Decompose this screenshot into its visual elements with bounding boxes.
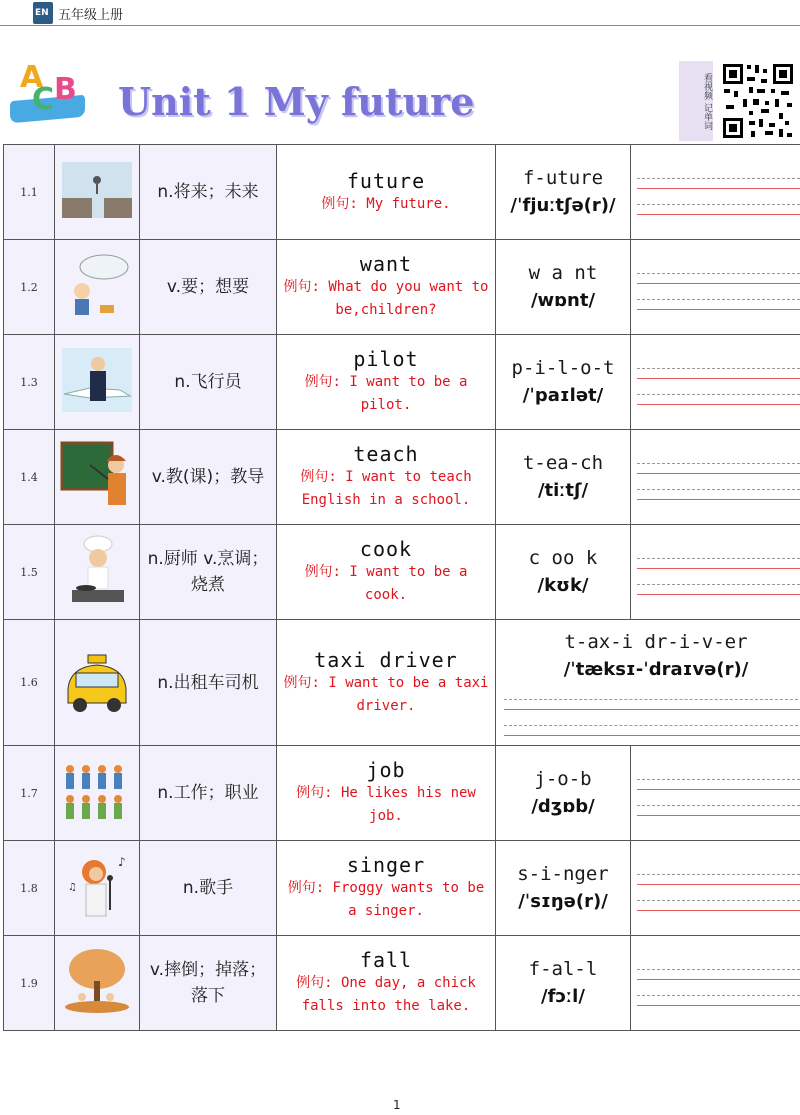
table-row xyxy=(4,430,800,525)
syllable-split: j-o-b xyxy=(534,768,592,790)
example-sentence: 例句: My future. xyxy=(321,195,451,212)
syllable-split: f-uture xyxy=(522,167,604,189)
phonetic-symbol: /wɒnt/ xyxy=(530,290,596,311)
abc-book-icon: A C B xyxy=(10,60,85,130)
fall-illustration-icon xyxy=(60,945,134,1017)
qr-caption: 看视频 记单词 xyxy=(679,61,713,141)
word-meaning: n.出租车司机 xyxy=(140,620,277,746)
syllable-split: f-al-l xyxy=(528,958,598,980)
word-text: taxi driver xyxy=(314,647,458,672)
writing-lines[interactable] xyxy=(496,684,800,736)
table-row xyxy=(4,145,800,240)
syllable-split: s-i-nger xyxy=(517,863,609,885)
book-logo-icon: EN xyxy=(33,2,53,24)
word-text: pilot xyxy=(353,347,419,371)
word-meaning: n.飞行员 xyxy=(140,335,277,430)
row-index: 1.8 xyxy=(4,841,55,936)
singer-illustration-icon xyxy=(60,850,134,922)
word-text: fall xyxy=(359,948,413,972)
word-meaning: n.歌手 xyxy=(140,841,277,936)
writing-lines[interactable] xyxy=(631,145,800,240)
grade-label: 五年级上册 xyxy=(58,8,124,23)
writing-lines[interactable] xyxy=(631,525,800,620)
word-meaning: n.工作；职业 xyxy=(140,746,277,841)
row-index: 1.5 xyxy=(4,525,55,620)
syllable-split: c oo k xyxy=(528,547,598,569)
vocab-table xyxy=(3,144,800,1031)
unit-title: Unit 1 My future xyxy=(118,79,475,124)
syllable-split: p-i-l-o-t xyxy=(511,357,615,379)
writing-lines[interactable] xyxy=(631,240,800,335)
word-text: future xyxy=(346,168,426,193)
writing-lines[interactable] xyxy=(631,841,800,936)
phonetic-symbol: /ˈsɪŋə(r)/ xyxy=(518,891,608,912)
example-sentence: 例句: What do you want to be,children? xyxy=(283,279,489,318)
header-divider xyxy=(0,25,800,26)
example-sentence: 例句: He likes his new job. xyxy=(296,785,476,824)
writing-lines[interactable] xyxy=(631,430,800,525)
example-sentence: 例句: I want to be a taxi driver. xyxy=(283,674,489,714)
row-index: 1.7 xyxy=(4,746,55,841)
word-text: want xyxy=(359,252,413,276)
phonetic-symbol: /ˈtæksɪ-ˈdraɪvə(r)/ xyxy=(563,659,749,680)
taxi-illustration-icon xyxy=(60,645,134,717)
example-sentence: 例句: I want to teach English in a school. xyxy=(300,469,472,508)
phonetic-symbol: /ˈfjuːtʃə(r)/ xyxy=(510,195,616,216)
word-text: singer xyxy=(346,853,426,877)
jobs-illustration-icon xyxy=(60,755,134,827)
row-index: 1.9 xyxy=(4,936,55,1031)
row-index: 1.4 xyxy=(4,430,55,525)
example-sentence: 例句: I want to be a cook. xyxy=(304,564,468,603)
pilot-illustration-icon xyxy=(60,344,134,416)
word-meaning: n.将来；未来 xyxy=(140,145,277,240)
row-index: 1.2 xyxy=(4,240,55,335)
qr-code-icon[interactable] xyxy=(720,61,796,141)
writing-lines[interactable] xyxy=(631,936,800,1031)
table-row xyxy=(4,240,800,335)
table-row xyxy=(4,746,800,841)
word-text: job xyxy=(366,758,406,782)
table-row xyxy=(4,936,800,1031)
syllable-split: t-ea-ch xyxy=(522,452,604,474)
syllable-split: t-ax-i dr-i-v-er xyxy=(564,631,748,653)
word-meaning: n.厨师 v.烹调；烧煮 xyxy=(140,525,277,620)
row-index: 1.1 xyxy=(4,145,55,240)
phonetic-symbol: /kʊk/ xyxy=(537,575,589,596)
want-illustration-icon xyxy=(60,249,134,321)
word-text: cook xyxy=(359,537,413,561)
table-row xyxy=(4,620,800,746)
example-sentence: 例句: One day, a chick falls into the lake. xyxy=(296,975,476,1014)
future-illustration-icon xyxy=(60,154,134,226)
phonetic-symbol: /tiːtʃ/ xyxy=(537,480,589,501)
row-index: 1.3 xyxy=(4,335,55,430)
phonetic-symbol: /dʒɒb/ xyxy=(531,796,595,817)
svg-text:♫: ♫ xyxy=(68,882,77,893)
page-number: 1 xyxy=(393,1098,401,1112)
word-meaning: v.摔倒；掉落；落下 xyxy=(140,936,277,1031)
top-strip xyxy=(0,0,800,26)
row-index: 1.6 xyxy=(4,620,55,746)
table-row xyxy=(4,525,800,620)
teacher-illustration-icon xyxy=(60,439,134,511)
cook-illustration-icon xyxy=(60,534,134,606)
table-row xyxy=(4,335,800,430)
table-row xyxy=(4,841,800,936)
unit-header xyxy=(0,55,800,145)
word-meaning: v.要；想要 xyxy=(140,240,277,335)
svg-text:♪: ♪ xyxy=(118,855,126,869)
syllable-split: w a nt xyxy=(528,262,598,284)
writing-lines[interactable] xyxy=(631,746,800,841)
writing-lines[interactable] xyxy=(631,335,800,430)
phonetic-symbol: /ˈpaɪlət/ xyxy=(522,385,604,406)
word-text: teach xyxy=(353,442,419,466)
example-sentence: 例句: Froggy wants to be a singer. xyxy=(287,880,485,919)
example-sentence: 例句: I want to be a pilot. xyxy=(304,374,468,413)
phonetic-symbol: /fɔːl/ xyxy=(541,986,585,1007)
word-meaning: v.教(课)；教导 xyxy=(140,430,277,525)
